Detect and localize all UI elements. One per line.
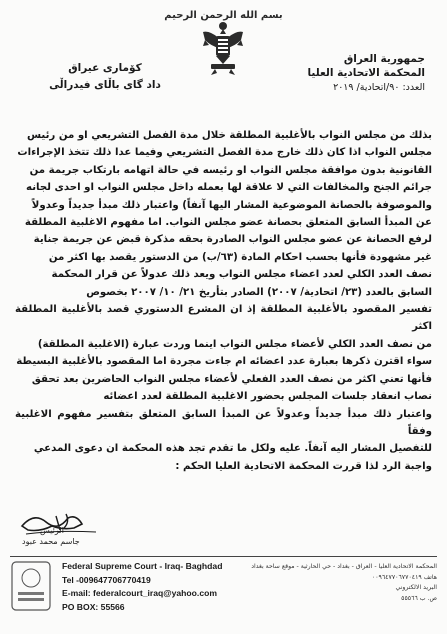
signature-name: جاسم محمد عبود: [22, 537, 80, 546]
footer-phone-ar: هاتف ٠٠٩٦٤٧٧٠٦٧٧٠٤١٩: [371, 573, 437, 581]
ruling-line: للتفصيل المشار اليه آنفاً. عليه ولكل ما تقدم تجد هذه المحكمة ان دعوى المدعي: [33, 443, 432, 455]
ruling-line: القانونية بدون موافقة مجلس النواب او رئيسه في حالة اتهامه بارتكاب جريمة من: [29, 164, 432, 176]
ruling-line: واجبة الرد لذا قررت المحكمة الاتحادية العليا الحكم :: [175, 460, 432, 472]
footer-divider: [10, 556, 437, 557]
footer-telephone: Tel -009647706770419: [62, 574, 151, 585]
ruling-line: جرائم الجنح والمخالفات التي لا علاقة لها بعمله داخل مجلس النواب او احدى لجانه: [26, 182, 432, 194]
iraq-eagle-emblem-icon: [201, 18, 245, 76]
ruling-line: سواء اقترن ذكرها بعبارة عدد اعضائه ام جاءت مجردة اما المقصود بالأغلبية البسيطة: [16, 356, 432, 368]
ruling-line: تفسير المقصود بالأغلبية المطلقة إذ ان المشرع الدستوري قصد بالأغلبية المطلقة اكثر: [15, 304, 432, 333]
court-name: المحكمة الاتحادية العليا: [307, 67, 425, 79]
ruling-line: غير مشهودة فأنها بحسب احكام المادة (٦٣/ب) من الدستور يقصد بها اكثر من: [48, 251, 432, 263]
basmala: بسم الله الرحمن الرحيم: [164, 10, 283, 21]
footer-email: E-mail: federalcourt_iraq@yahoo.com: [62, 588, 217, 598]
ruling-line: عن المبدأ السابق المتعلق بحصانة عضو مجلس النواب. اما مفهوم الاغلبية المطلقة: [24, 217, 432, 229]
ruling-line: السابق بالعدد (٢٣/ اتحادية/ ٢٠٠٧) الصادر بتأريخ ٢١/ ١٠/ ٢٠٠٧ بخصوص: [86, 286, 432, 298]
ruling-line: من نصف العدد الكلي لأعضاء مجلس النواب اينما وردت عبارة (الاغلبية المطلقة): [37, 338, 432, 350]
footer-pobox-ar: ص. ب ٥٥٥٦٦: [401, 594, 437, 602]
ruling-line: لرفع الحصانة عن عضو مجلس النواب الصادرة بحقه مذكرة قبض عن جريمة جناية: [33, 234, 432, 246]
ruling-line: والموصوفة بالحصانة الموضوعية المشار اليها آنفاً) واعتبار ذلك مبدأ جديداً وعدولاً: [31, 199, 432, 211]
ruling-line: مجلس النواب اذا كان ذلك خارج مدة الفصل التشريعي وفيما عدا ذلك تتخذ الإجراءات: [17, 147, 432, 159]
ruling-line: واعتبار ذلك مبدأ جديداً وعدولاً عن المبدأ السابق المتعلق بتفسير مفهوم الاغلبية وفقاً: [15, 408, 432, 437]
footer-email-ar: البريد الالكتروني: [395, 584, 437, 591]
court-stamp-icon: [6, 556, 56, 616]
case-number: العدد: ٩٠/اتحادية/ ٢٠١٩: [333, 82, 425, 93]
footer-arabic: [247, 562, 437, 604]
country-name-kurdish: كۆماری عیراق: [68, 62, 142, 74]
footer-address-ar: المحكمة الاتحادية العليا - العراق - بغداد - حي الحارثية - موقع ساحة بغداد: [251, 563, 437, 570]
ruling-line: نصف العدد الكلي لعدد اعضاء مجلس النواب ويعد ذلك عدولاً عن قرار المحكمة: [51, 269, 432, 281]
footer-po-box: PO BOX: 55566: [62, 601, 125, 612]
header-kurdish: [30, 60, 180, 94]
header-arabic: [265, 52, 425, 95]
court-name-kurdish: داد گای باڵای فیدراڵی: [49, 79, 161, 91]
ruling-line: بذلك من مجلس النواب بالأغلبية المطلقة خلال مدة الفصل التشريعي او من رئيس: [27, 130, 432, 141]
signature-title: الرئيس: [40, 526, 64, 535]
ruling-line: نصاب انعقاد جلسات المجلس بحضور الاغلبية المطلقة لعدد اعضائه: [103, 391, 432, 403]
footer-english: [62, 560, 252, 614]
footer-court-name: Federal Supreme Court - Iraq- Baghdad: [62, 561, 223, 571]
country-name: جمهورية العراق: [343, 53, 425, 65]
ruling-body: [15, 127, 432, 475]
ruling-line: فأنها تعني اكثر من نصف العدد الفعلي لأعضاء مجلس النواب الحاضرين بعد تحقق: [31, 373, 432, 385]
